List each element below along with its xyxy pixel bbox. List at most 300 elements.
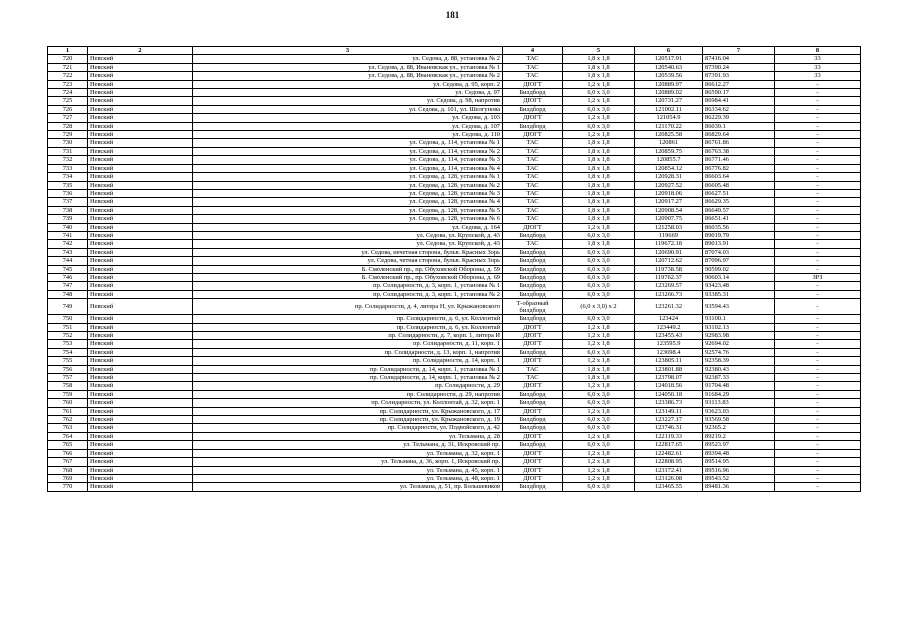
size-cell: 1,2 х 1,8 <box>563 332 635 340</box>
district-cell: Невский <box>88 449 193 457</box>
coord-y-cell: 91704.48 <box>703 382 775 390</box>
address-cell: ул. Тельмана, д. 32, корп. 1 <box>193 449 503 457</box>
size-cell: 1,8 х 1,8 <box>563 206 635 214</box>
column-header: 4 <box>503 47 563 55</box>
district-cell: Невский <box>88 407 193 415</box>
size-cell: 6,0 х 3,0 <box>563 399 635 407</box>
size-cell: 1,8 х 1,8 <box>563 164 635 172</box>
district-cell: Невский <box>88 290 193 298</box>
construction-type-cell: ДЮГТ <box>503 357 563 365</box>
construction-type-cell: Билдборд <box>503 290 563 298</box>
address-cell: пр. Солидарности, д. 7, корп. 1, литера И <box>193 332 503 340</box>
row-number-cell: 736 <box>48 189 88 197</box>
district-cell: Невский <box>88 441 193 449</box>
size-cell: 1,8 х 1,8 <box>563 374 635 382</box>
district-cell: Невский <box>88 156 193 164</box>
size-cell: 6,0 х 3,0 <box>563 273 635 281</box>
size-cell: 6,0 х 3,0 <box>563 105 635 113</box>
coord-y-cell: 89019.79 <box>703 231 775 239</box>
table-row <box>48 63 861 71</box>
zone-cell: - <box>775 315 861 323</box>
table-row <box>48 483 861 491</box>
coord-y-cell: 92983.98 <box>703 332 775 340</box>
construction-type-cell: ДЮГТ <box>503 340 563 348</box>
table-row <box>48 55 861 63</box>
address-cell: ул. Седова, д. 88, Ивановская ул., установка № 1 <box>193 63 503 71</box>
district-cell: Невский <box>88 105 193 113</box>
coord-y-cell: 86776.82 <box>703 164 775 172</box>
coord-x-cell: 123149.11 <box>635 407 703 415</box>
district-cell: Невский <box>88 399 193 407</box>
zone-cell: - <box>775 290 861 298</box>
size-cell: 6,0 х 3,0 <box>563 390 635 398</box>
size-cell: 6,0 х 3,0 <box>563 424 635 432</box>
table-row <box>48 441 861 449</box>
district-cell: Невский <box>88 374 193 382</box>
table-row <box>48 273 861 281</box>
address-cell: пр. Солидарности, д. 29, напротив <box>193 390 503 398</box>
zone-cell: - <box>775 299 861 315</box>
coord-y-cell: 92365.2 <box>703 424 775 432</box>
coord-y-cell: 93102.13 <box>703 323 775 331</box>
address-cell: ул. Седова, д. 128, установка № 4 <box>193 198 503 206</box>
zone-cell: - <box>775 206 861 214</box>
coord-x-cell: 124050.18 <box>635 390 703 398</box>
zone-cell: - <box>775 340 861 348</box>
coord-y-cell: 86612.27 <box>703 80 775 88</box>
construction-type-cell: Билдборд <box>503 89 563 97</box>
address-cell: ул. Седова, д. 164 <box>193 223 503 231</box>
column-header: 2 <box>88 47 193 55</box>
column-header: 1 <box>48 47 88 55</box>
coord-y-cell: 89219.2 <box>703 432 775 440</box>
address-cell: ул. Седова, д. 95, корп. 2 <box>193 80 503 88</box>
address-cell: ул. Седова, д. 98, напротив <box>193 97 503 105</box>
zone-cell: - <box>775 147 861 155</box>
zone-cell: - <box>775 114 861 122</box>
address-cell: пр. Солидарности, ул. Крыжановского, д. 19 <box>193 416 503 424</box>
construction-type-cell: ТАС <box>503 63 563 71</box>
coord-x-cell: 124018.56 <box>635 382 703 390</box>
district-cell: Невский <box>88 206 193 214</box>
size-cell: 1,2 х 1,8 <box>563 131 635 139</box>
table-row <box>48 114 861 122</box>
coord-y-cell: 86627.51 <box>703 189 775 197</box>
address-cell: ул. Седова, д. 101, ул. Шелгунова <box>193 105 503 113</box>
row-number-cell: 753 <box>48 340 88 348</box>
district-cell: Невский <box>88 122 193 130</box>
coord-y-cell: 92380.43 <box>703 365 775 373</box>
row-number-cell: 739 <box>48 215 88 223</box>
construction-type-cell: ТАС <box>503 374 563 382</box>
construction-type-cell: ТАС <box>503 181 563 189</box>
row-number-cell: 758 <box>48 382 88 390</box>
coord-x-cell: 122119.33 <box>635 432 703 440</box>
column-header: 8 <box>775 47 861 55</box>
zone-cell: - <box>775 323 861 331</box>
table-row <box>48 89 861 97</box>
zone-cell: - <box>775 164 861 172</box>
coord-x-cell: 120825.58 <box>635 131 703 139</box>
construction-type-cell: ДЮГТ <box>503 97 563 105</box>
coord-x-cell: 120690.91 <box>635 248 703 256</box>
district-cell: Невский <box>88 257 193 265</box>
coord-y-cell: 90599.02 <box>703 265 775 273</box>
coord-x-cell: 119738.58 <box>635 265 703 273</box>
coord-y-cell: 86039.1 <box>703 122 775 130</box>
district-cell: Невский <box>88 131 193 139</box>
size-cell: 1,2 х 1,8 <box>563 474 635 482</box>
size-cell: 1,8 х 1,8 <box>563 156 635 164</box>
table-row <box>48 474 861 482</box>
coord-x-cell: 123269.57 <box>635 282 703 290</box>
address-cell: пр. Солидарности, д. 13, корп. 1, напротив <box>193 348 503 356</box>
address-cell: ул. Седова, д. 114, установка № 2 <box>193 147 503 155</box>
row-number-cell: 723 <box>48 80 88 88</box>
coord-x-cell: 120539.56 <box>635 72 703 80</box>
address-cell: пр. Солидарности, д. 4, литера Н, ул. Крыжановского <box>193 299 503 315</box>
zone-cell: - <box>775 483 861 491</box>
row-number-cell: 722 <box>48 72 88 80</box>
row-number-cell: 728 <box>48 122 88 130</box>
construction-type-cell: Билдборд <box>503 257 563 265</box>
zone-cell: - <box>775 474 861 482</box>
construction-type-cell: ДЮГТ <box>503 407 563 415</box>
coord-x-cell: 123266.73 <box>635 290 703 298</box>
row-number-cell: 740 <box>48 223 88 231</box>
row-number-cell: 761 <box>48 407 88 415</box>
address-cell: пр. Солидарности, д. 3, корп. 1, установка № 2 <box>193 290 503 298</box>
construction-type-cell: Билдборд <box>503 273 563 281</box>
construction-type-cell: Билдборд <box>503 122 563 130</box>
construction-type-cell: Билдборд <box>503 315 563 323</box>
zone-cell: - <box>775 399 861 407</box>
size-cell: 6,0 х 3,0 <box>563 315 635 323</box>
address-cell: пр. Солидарности, ул. Коллонтай, д. 32, корп. 1 <box>193 399 503 407</box>
size-cell: 1,8 х 1,8 <box>563 63 635 71</box>
district-cell: Невский <box>88 55 193 63</box>
zone-cell: - <box>775 181 861 189</box>
table-row <box>48 466 861 474</box>
district-cell: Невский <box>88 466 193 474</box>
zone-cell: - <box>775 231 861 239</box>
address-cell: ул. Седова, ул. Крупской, д. 43 <box>193 231 503 239</box>
district-cell: Невский <box>88 483 193 491</box>
address-cell: ул. Седова, ул. Крупской, д. 43 <box>193 240 503 248</box>
address-cell: ул. Седова, д. 103 <box>193 114 503 122</box>
coord-x-cell: 120731.27 <box>635 97 703 105</box>
address-cell: пр. Солидарности, д. 14, корп. 1 <box>193 357 503 365</box>
coord-x-cell: 120712.62 <box>635 257 703 265</box>
coord-y-cell: 89013.91 <box>703 240 775 248</box>
coord-y-cell: 93594.43 <box>703 299 775 315</box>
construction-type-cell: Билдборд <box>503 248 563 256</box>
zone-cell: - <box>775 156 861 164</box>
coord-y-cell: 93100.1 <box>703 315 775 323</box>
coord-y-cell: 86829.64 <box>703 131 775 139</box>
coord-y-cell: 87416.04 <box>703 55 775 63</box>
row-number-cell: 750 <box>48 315 88 323</box>
table-row <box>48 407 861 415</box>
table-row <box>48 374 861 382</box>
district-cell: Невский <box>88 80 193 88</box>
address-cell: ул. Седова, д. 128, установка № 2 <box>193 181 503 189</box>
construction-type-cell: ДЮГТ <box>503 131 563 139</box>
coord-x-cell: 120928.31 <box>635 173 703 181</box>
row-number-cell: 768 <box>48 466 88 474</box>
table-row <box>48 265 861 273</box>
coord-x-cell: 123386.73 <box>635 399 703 407</box>
coord-x-cell: 120917.27 <box>635 198 703 206</box>
construction-type-cell: Билдборд <box>503 424 563 432</box>
construction-type-cell: ТАС <box>503 147 563 155</box>
size-cell: 6,0 х 3,0 <box>563 122 635 130</box>
district-cell: Невский <box>88 357 193 365</box>
table-row <box>48 290 861 298</box>
row-number-cell: 760 <box>48 399 88 407</box>
size-cell: 1,2 х 1,8 <box>563 407 635 415</box>
zone-cell: - <box>775 424 861 432</box>
zone-cell: - <box>775 449 861 457</box>
zone-cell: 33 <box>775 55 861 63</box>
district-cell: Невский <box>88 147 193 155</box>
row-number-cell: 749 <box>48 299 88 315</box>
row-number-cell: 770 <box>48 483 88 491</box>
zone-cell: - <box>775 173 861 181</box>
construction-type-cell: Билдборд <box>503 231 563 239</box>
coord-x-cell: 122482.61 <box>635 449 703 457</box>
size-cell: 1,8 х 1,8 <box>563 147 635 155</box>
address-cell: ул. Тельмана, д. 48, корп. 1 <box>193 474 503 482</box>
coord-x-cell: 123465.55 <box>635 483 703 491</box>
district-cell: Невский <box>88 315 193 323</box>
construction-type-cell: ТАС <box>503 365 563 373</box>
zone-cell: - <box>775 240 861 248</box>
district-cell: Невский <box>88 248 193 256</box>
table-row <box>48 231 861 239</box>
coord-x-cell: 123449.2 <box>635 323 703 331</box>
zone-cell: - <box>775 382 861 390</box>
coord-y-cell: 86035.56 <box>703 223 775 231</box>
address-cell: ул. Тельмана, д. 28 <box>193 432 503 440</box>
zone-cell: - <box>775 390 861 398</box>
coord-x-cell: 123805.11 <box>635 357 703 365</box>
row-number-cell: 720 <box>48 55 88 63</box>
table-row <box>48 315 861 323</box>
address-cell: ул. Седова, д. 128, установка № 5 <box>193 206 503 214</box>
size-cell: 1,2 х 1,8 <box>563 432 635 440</box>
construction-type-cell: ТАС <box>503 206 563 214</box>
coord-y-cell: 86651.41 <box>703 215 775 223</box>
coord-x-cell: 120918.06 <box>635 189 703 197</box>
table-row <box>48 299 861 315</box>
row-number-cell: 730 <box>48 139 88 147</box>
size-cell: 6,0 х 3,0 <box>563 265 635 273</box>
size-cell: (6,0 х 3,0) х 2 <box>563 299 635 315</box>
table-row <box>48 449 861 457</box>
district-cell: Невский <box>88 223 193 231</box>
construction-type-cell: Билдборд <box>503 416 563 424</box>
address-cell: ул. Седова, д. 114, установка № 3 <box>193 156 503 164</box>
size-cell: 1,8 х 1,8 <box>563 173 635 181</box>
coord-y-cell: 87390.24 <box>703 63 775 71</box>
zone-cell: - <box>775 374 861 382</box>
district-cell: Невский <box>88 72 193 80</box>
address-cell: ул. Тельмана, д. 45, корп. 1 <box>193 466 503 474</box>
address-cell: Б. Смоленский пр., пр. Обуховской Обороны, д. 69 <box>193 273 503 281</box>
coord-y-cell: 92694.02 <box>703 340 775 348</box>
zone-cell: - <box>775 265 861 273</box>
district-cell: Невский <box>88 63 193 71</box>
coord-x-cell: 121054.9 <box>635 114 703 122</box>
zone-cell: - <box>775 348 861 356</box>
coord-x-cell: 121258.03 <box>635 223 703 231</box>
page-number: 181 <box>445 10 460 20</box>
coord-x-cell: 119762.37 <box>635 273 703 281</box>
size-cell: 1,2 х 1,8 <box>563 80 635 88</box>
size-cell: 1,8 х 1,8 <box>563 72 635 80</box>
size-cell: 1,8 х 1,8 <box>563 55 635 63</box>
zone-cell: - <box>775 282 861 290</box>
coord-x-cell: 123126.08 <box>635 474 703 482</box>
district-cell: Невский <box>88 348 193 356</box>
construction-type-cell: ДЮГТ <box>503 466 563 474</box>
construction-type-cell: Билдборд <box>503 348 563 356</box>
zone-cell: - <box>775 105 861 113</box>
zone-cell: 33 <box>775 63 861 71</box>
table-row <box>48 122 861 130</box>
size-cell: 1,8 х 1,8 <box>563 240 635 248</box>
district-cell: Невский <box>88 215 193 223</box>
coord-y-cell: 87391.93 <box>703 72 775 80</box>
construction-type-cell: Билдборд <box>503 282 563 290</box>
address-cell: ул. Седова, нечетная сторона, бульв. Красных Зорь <box>193 248 503 256</box>
construction-type-cell: ТАС <box>503 189 563 197</box>
coord-x-cell: 120540.63 <box>635 63 703 71</box>
zone-cell: - <box>775 122 861 130</box>
size-cell: 1,8 х 1,8 <box>563 139 635 147</box>
row-number-cell: 769 <box>48 474 88 482</box>
zone-cell: - <box>775 248 861 256</box>
coord-y-cell: 86334.62 <box>703 105 775 113</box>
row-number-cell: 762 <box>48 416 88 424</box>
address-cell: пр. Солидарности, д. 3, корп. 1, установка № 1 <box>193 282 503 290</box>
construction-type-cell: ДЮГТ <box>503 382 563 390</box>
district-cell: Невский <box>88 332 193 340</box>
size-cell: 1,2 х 1,8 <box>563 466 635 474</box>
size-cell: 6,0 х 3,0 <box>563 290 635 298</box>
construction-type-cell: Билдборд <box>503 265 563 273</box>
address-cell: ул. Седова, д. 107 <box>193 122 503 130</box>
coord-x-cell: 121002.11 <box>635 105 703 113</box>
district-cell: Невский <box>88 164 193 172</box>
coord-y-cell: 89543.52 <box>703 474 775 482</box>
row-number-cell: 737 <box>48 198 88 206</box>
size-cell: 1,2 х 1,8 <box>563 340 635 348</box>
row-number-cell: 744 <box>48 257 88 265</box>
size-cell: 1,2 х 1,8 <box>563 357 635 365</box>
address-cell: ул. Седова, д. 128, установка № 6 <box>193 215 503 223</box>
row-number-cell: 735 <box>48 181 88 189</box>
table-row <box>48 72 861 80</box>
table-row <box>48 416 861 424</box>
table-header-row <box>48 47 861 55</box>
table-row <box>48 357 861 365</box>
zone-cell: - <box>775 198 861 206</box>
address-cell: пр. Солидарности, ул. Подвойского, д. 42 <box>193 424 503 432</box>
size-cell: 1,8 х 1,8 <box>563 215 635 223</box>
coord-x-cell: 120517.91 <box>635 55 703 63</box>
row-number-cell: 754 <box>48 348 88 356</box>
table-row <box>48 97 861 105</box>
size-cell: 6,0 х 3,0 <box>563 348 635 356</box>
district-cell: Невский <box>88 114 193 122</box>
zone-cell: - <box>775 432 861 440</box>
coord-y-cell: 86590.17 <box>703 89 775 97</box>
coord-x-cell: 120855.7 <box>635 156 703 164</box>
district-cell: Невский <box>88 323 193 331</box>
column-header: 5 <box>563 47 635 55</box>
coord-x-cell: 120859.75 <box>635 147 703 155</box>
size-cell: 1,2 х 1,8 <box>563 382 635 390</box>
size-cell: 6,0 х 3,0 <box>563 282 635 290</box>
coord-y-cell: 87074.03 <box>703 248 775 256</box>
coord-y-cell: 92387.33 <box>703 374 775 382</box>
table-row <box>48 248 861 256</box>
coord-y-cell: 93423.48 <box>703 282 775 290</box>
table-row <box>48 206 861 214</box>
district-cell: Невский <box>88 424 193 432</box>
district-cell: Невский <box>88 273 193 281</box>
row-number-cell: 759 <box>48 390 88 398</box>
construction-type-cell: Билдборд <box>503 441 563 449</box>
address-cell: пр. Солидарности, д. 11, корп. 1 <box>193 340 503 348</box>
coord-y-cell: 86603.64 <box>703 173 775 181</box>
coord-x-cell: 120889.97 <box>635 80 703 88</box>
zone-cell: - <box>775 458 861 466</box>
coord-x-cell: 122808.95 <box>635 458 703 466</box>
construction-type-cell: Билдборд <box>503 483 563 491</box>
construction-type-cell: ТАС <box>503 215 563 223</box>
row-number-cell: 767 <box>48 458 88 466</box>
size-cell: 1,2 х 1,8 <box>563 114 635 122</box>
row-number-cell: 734 <box>48 173 88 181</box>
size-cell: 6,0 х 3,0 <box>563 231 635 239</box>
zone-cell: ЗРЗ <box>775 273 861 281</box>
registry-table <box>47 46 861 492</box>
district-cell: Невский <box>88 231 193 239</box>
district-cell: Невский <box>88 198 193 206</box>
coord-x-cell: 120889.02 <box>635 89 703 97</box>
zone-cell: - <box>775 139 861 147</box>
size-cell: 6,0 х 3,0 <box>563 248 635 256</box>
coord-x-cell: 120854.12 <box>635 164 703 172</box>
coord-x-cell: 122817.65 <box>635 441 703 449</box>
district-cell: Невский <box>88 139 193 147</box>
table-row <box>48 156 861 164</box>
table-row <box>48 173 861 181</box>
construction-type-cell: ТАС <box>503 55 563 63</box>
row-number-cell: 741 <box>48 231 88 239</box>
row-number-cell: 756 <box>48 365 88 373</box>
address-cell: ул. Седова, д. 88, Ивановская ул., установка № 2 <box>193 72 503 80</box>
coord-y-cell: 93385.31 <box>703 290 775 298</box>
district-cell: Невский <box>88 299 193 315</box>
zone-cell: - <box>775 189 861 197</box>
table-row <box>48 432 861 440</box>
district-cell: Невский <box>88 89 193 97</box>
zone-cell: - <box>775 215 861 223</box>
